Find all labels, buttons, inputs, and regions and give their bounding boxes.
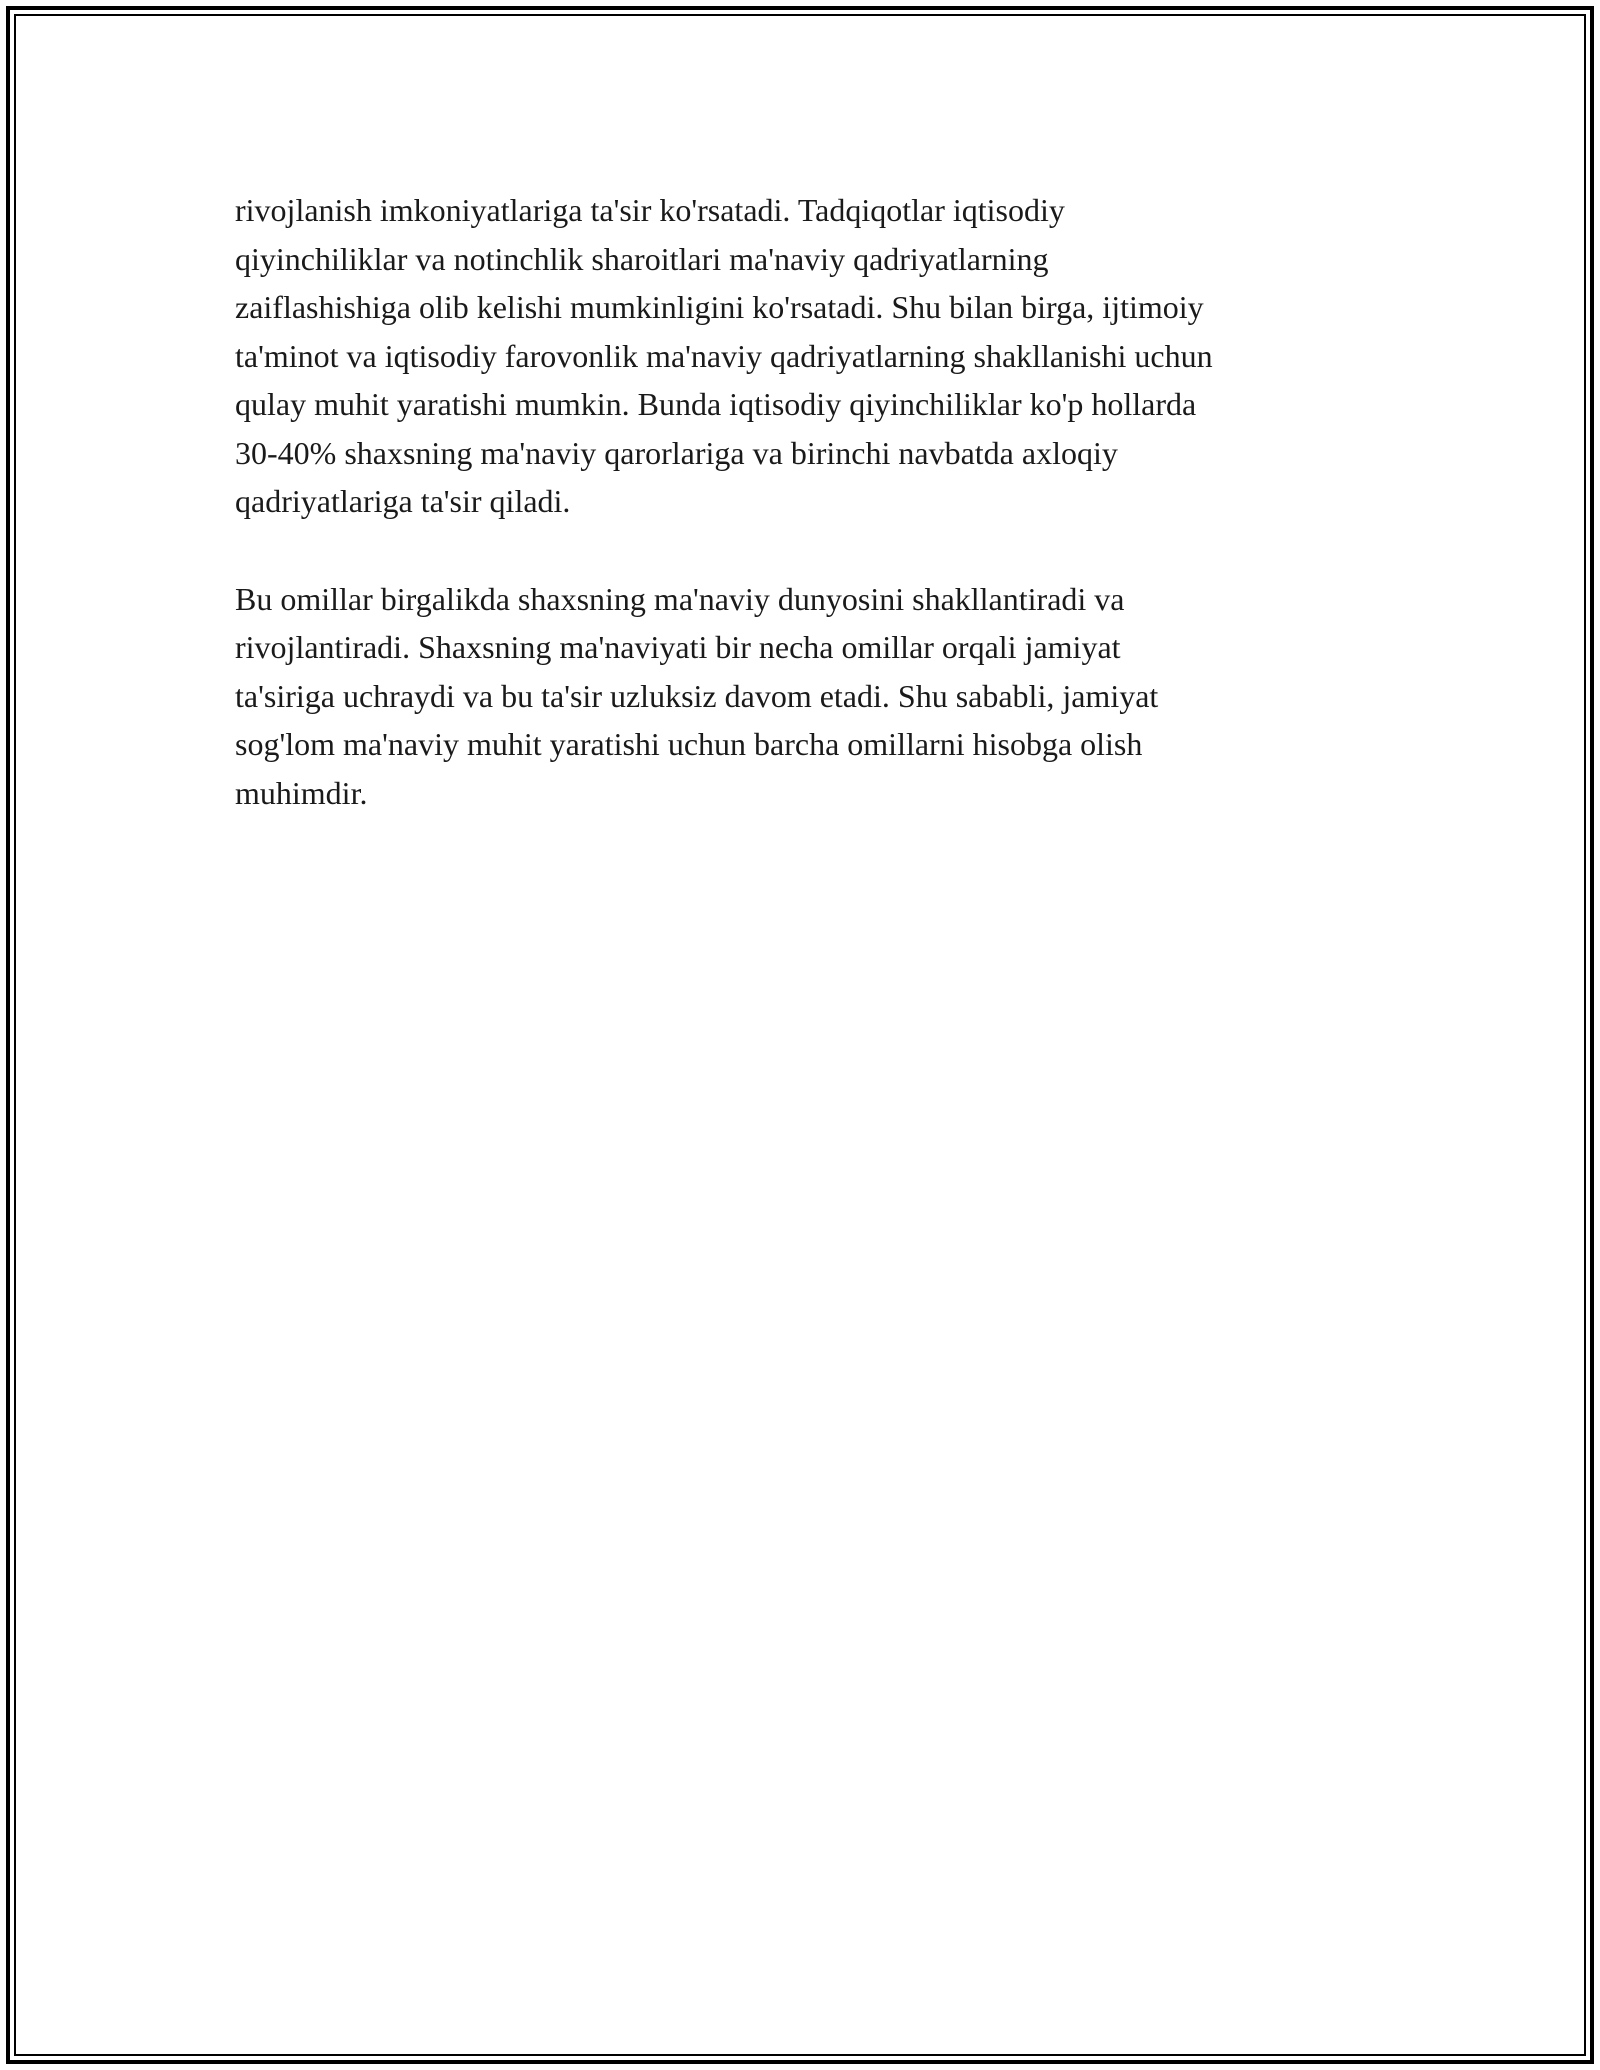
text-line: rivojlantiradi. Shaxsning ma'naviyati bir necha omillar orqali jamiyat xyxy=(235,629,1121,665)
text-line: qulay muhit yaratishi mumkin. Bunda iqtisodiy qiyinchiliklar ko'p hollarda xyxy=(235,386,1197,422)
paragraph-2 xyxy=(235,575,1365,818)
text-line: qiyinchiliklar va notinchlik sharoitlari ma'naviy qadriyatlarning xyxy=(235,240,1049,277)
text-line: sog'lom ma'naviy muhit yaratishi uchun barcha omillarni hisobga olish xyxy=(235,726,1143,762)
text-line: muhimdir. xyxy=(235,774,368,811)
text-line: rivojlanish imkoniyatlariga ta'sir ko'rsatadi. Tadqiqotlar iqtisodiy xyxy=(235,192,1065,228)
text-line: zaiflashishiga olib kelishi mumkinligini ko'rsatadi. Shu bilan birga, ijtimoiy xyxy=(235,289,1204,325)
paragraph-1 xyxy=(235,186,1365,526)
text-line: 30-40% shaxsning ma'naviy qarorlariga va birinchi navbatda axloqiy xyxy=(235,434,1118,471)
text-line: ta'minot va iqtisodiy farovonlik ma'naviy qadriyatlarning shakllanishi uchun xyxy=(235,337,1213,374)
text-line: Bu omillar birgalikda shaxsning ma'naviy dunyosini shakllantiradi va xyxy=(235,580,1125,617)
text-line: ta'siriga uchraydi va bu ta'sir uzluksiz davom etadi. Shu sababli, jamiyat xyxy=(235,677,1159,714)
text-line: qadriyatlariga ta'sir qiladi. xyxy=(235,483,571,519)
document-body xyxy=(235,186,1365,817)
